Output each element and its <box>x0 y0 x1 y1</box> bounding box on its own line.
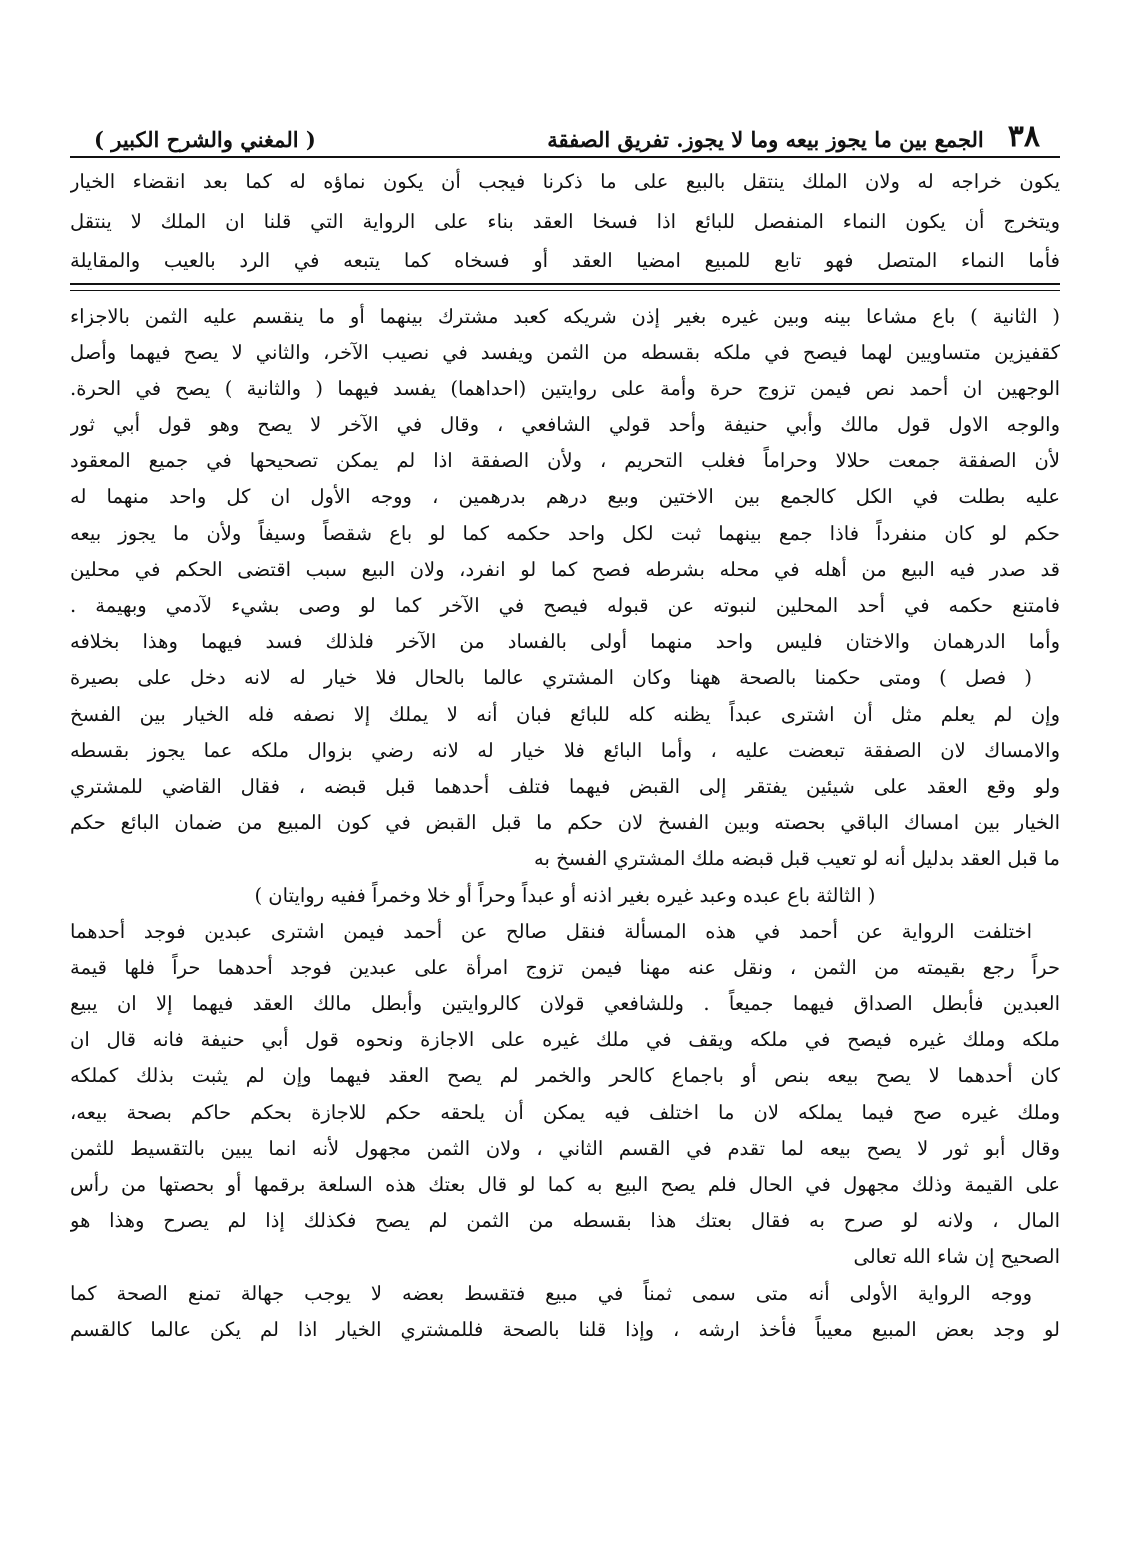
text-line: وملك غيره صح فيما يملكه لان ما اختلف فيه يمكن أن يلحقه حكم للاجازة بحكم حاكم بصحة بيعه، <box>70 1100 1060 1124</box>
section-heading: ( الثالثة باع عبده وعبد غيره بغير اذنه أو عبداً وحراً أو خلا وخمراً ففيه روايتان ) <box>254 883 876 907</box>
text-line: ( فصل ) ومتى حكمنا بالصحة ههنا وكان المشتري عالما بالحال فلا خيار له لانه دخل على بصيرة <box>70 666 1032 690</box>
commentary-section <box>70 162 1060 281</box>
text-line: الصحيح إن شاء الله تعالى <box>853 1245 1060 1269</box>
text-line: كان أحدهما لا يصح بيعه بنص أو باجماع كالحر والخمر لم يصح العقد فيهما وإن لم يثبت بذلك كملكه <box>70 1064 1060 1088</box>
text-line: كقفيزين متساويين لهما فيصح في ملكه بقسطه من الثمن ويفسد في نصيب الآخر، والثاني لا يصح فيهما وأصل <box>70 340 1060 364</box>
text-line: على القيمة وذلك مجهول في الحال فلم يصح البيع به كما لو قال بعتك هذه السلعة برقمها أو بحصتها من رأس <box>70 1173 1060 1196</box>
text-line: العبدين فأبطل الصداق فيهما جميعاً . وللشافعي قولان كالروايتين وأبطل مالك العقد فيهما إلا ان يبيع <box>70 992 1060 1016</box>
page-number: ٣٨ <box>1007 119 1040 154</box>
text-line: ووجه الرواية الأولى أنه متى سمى ثمناً في مبيع فتقسط بعضه لا يوجب جهالة تمنع الصحة كما <box>70 1281 1032 1305</box>
text-line: لو وجد بعض المبيع معيباً فأخذ ارشه ، وإذا قلنا بالصحة فللمشتري الخيار اذا لم يكن عالما كالقسم <box>70 1317 1060 1341</box>
text-line: لأن الصفقة جمعت حلالا وحراماً فغلب التحريم ، ولأن الصفقة اذا لم يمكن تصحيحها في جميع المعقود <box>70 449 1060 473</box>
text-line: ويتخرج أن يكون النماء المنفصل للبائع اذا فسخا العقد بناء على الرواية التي قلنا ان الملك لا ينتقل <box>70 209 1060 233</box>
text-line: ( الثانية ) باع مشاعا بينه وبين غيره بغير إذن شريكه كعبد مشترك بينهما أو ما ينقسم عليه الثمن بالاجزاء <box>70 304 1060 328</box>
text-line: حراً رجع بقيمته من الثمن ، ونقل عنه مهنا فيمن تزوج امرأة على عبدين فوجد أحدهما حراً فلها قيمة <box>70 955 1060 979</box>
page-header <box>70 108 1060 158</box>
text-line: والوجه الاول قول مالك وأبي حنيفة وأحد قولي الشافعي ، وقال في الآخر لا يصح وهو قول أبي ثور <box>70 413 1060 437</box>
section-divider <box>70 283 1060 291</box>
text-line: الوجهين ان أحمد نص فيمن تزوج حرة وأمة على روايتين (احداهما) يفسد فيهما ( والثانية ) يصح في الحرة. <box>70 376 1060 400</box>
main-text <box>70 299 1060 1348</box>
text-line: وأما الدرهمان والاختان فليس واحد منهما أولى بالفساد من الآخر فلذلك فسد فيهما وهذا بخلافه <box>70 630 1060 654</box>
text-line: فامتنع حكمه في أحد المحلين لنبوته عن قبوله فيصح في الآخر كما لو وصى بشيء لآدمي وبهيمة . <box>70 594 1060 617</box>
text-line: وقال أبو ثور لا يصح بيعه لما تقدم في القسم الثاني ، ولان الثمن مجهول لأنه انما يبين بالتقسيط للثمن <box>70 1136 1060 1160</box>
text-line: وإن لم يعلم مثل أن اشترى عبداً يظنه كله للبائع فبان أنه لا يملك إلا نصفه فله الخيار بين الفسخ <box>70 702 1060 726</box>
text-line: المال ، ولانه لو صرح به فقال بعتك هذا بقسطه من الثمن لم يصح فكذلك إذا لم يصرح وهذا هو <box>70 1209 1060 1233</box>
text-line: الخيار بين امساك الباقي بحصته وبين الفسخ لان حكم ما قبل القبض في كون المبيع من ضمان البائع حكم <box>70 811 1060 835</box>
text-line: فأما النماء المتصل فهو تابع للمبيع امضيا العقد أو فسخاه كما يتبعه في الرد بالعيب والمقايلة <box>70 249 1060 272</box>
running-title: الجمع بين ما يجوز بيعه وما لا يجوز. تفريق الصفقة <box>547 127 984 152</box>
text-line: ولو وقع العقد على شيئين يفتقر إلى القبض فيهما فتلف أحدهما قبل قبضه ، فقال القاضي للمشتري <box>70 774 1060 798</box>
text-line: ما قبل العقد بدليل أنه لو تعيب قبل قبضه ملك المشتري الفسخ به <box>534 847 1060 871</box>
text-line: حكم لو كان منفرداً فاذا جمع بينهما ثبت لكل واحد حكمه كما لو باع شقصاً وسيفاً ولأن ما يجوز بيعه <box>70 521 1060 545</box>
document-page <box>70 108 1060 1548</box>
text-line: والامساك لان الصفقة تبعضت عليه ، وأما البائع فلا خيار له لانه رضي بزوال ملكه عما يجوز بقسطه <box>70 738 1060 762</box>
book-title: ( المغني والشرح الكبير ) <box>94 127 316 152</box>
text-line: ملكه وملك غيره فيصح في ملكه ويقف في ملك غيره على الاجازة ونحوه قول أبي حنيفة فانه قال ان <box>70 1028 1060 1052</box>
text-line: عليه بطلت في الكل كالجمع بين الاختين وبيع درهم بدرهمين ، ووجه الأول ان كل واحد منهما له <box>70 485 1060 509</box>
text-line: يكون خراجه له ولان الملك ينتقل بالبيع على ما ذكرنا فيجب أن يكون نماؤه له كما بعد انقضاء الخيار <box>70 170 1060 193</box>
text-line: قد صدر فيه البيع من أهله في محله بشرطه فصح كما لو انفرد، ولان البيع سبب اقتضى الحكم في محلين <box>70 557 1060 581</box>
text-line: اختلفت الرواية عن أحمد في هذه المسألة فنقل صالح عن أحمد فيمن اشترى عبدين فوجد أحدهما <box>70 919 1032 943</box>
